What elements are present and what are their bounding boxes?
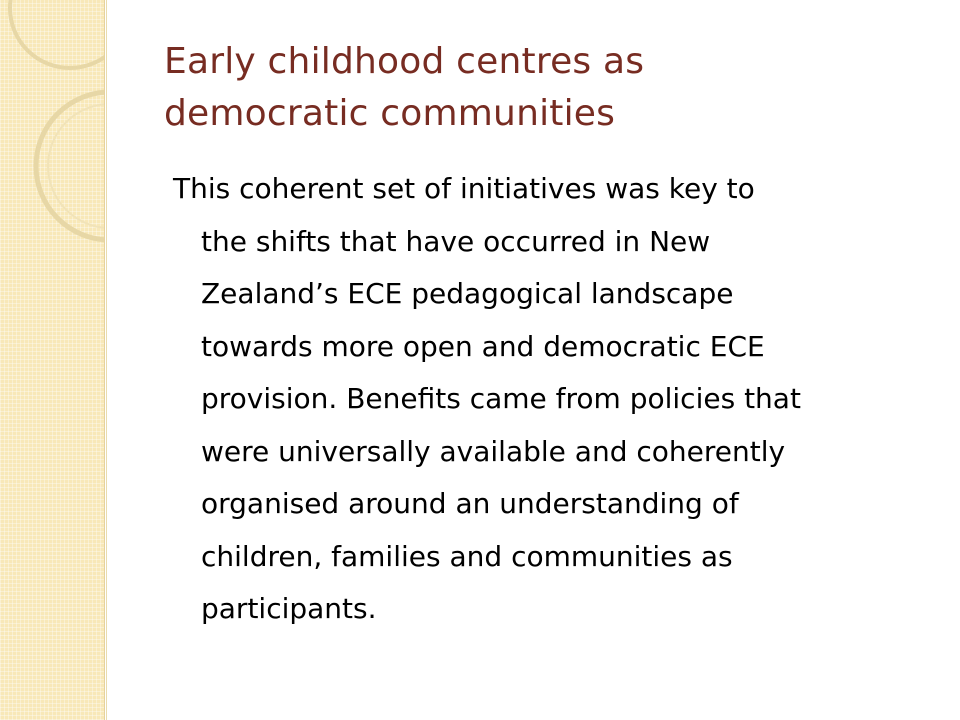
side-divider-line bbox=[106, 0, 107, 720]
decorative-rings-graphic bbox=[0, 0, 104, 720]
ring-middle-inner bbox=[48, 104, 104, 228]
slide-body-text: This coherent set of initiatives was key to the shifts that have occurred in New Zealand’s ECE pedagogical landscape towards more open and democratic ECE provision. Benefits came from policies that were universally available and coherently organised around an understanding of children, families and communities as participants. bbox=[173, 172, 801, 625]
ring-middle bbox=[36, 92, 104, 240]
decorative-side-band bbox=[0, 0, 105, 720]
ring-top bbox=[10, 0, 104, 68]
slide-title: Early childhood centres as democratic communities bbox=[164, 41, 645, 134]
